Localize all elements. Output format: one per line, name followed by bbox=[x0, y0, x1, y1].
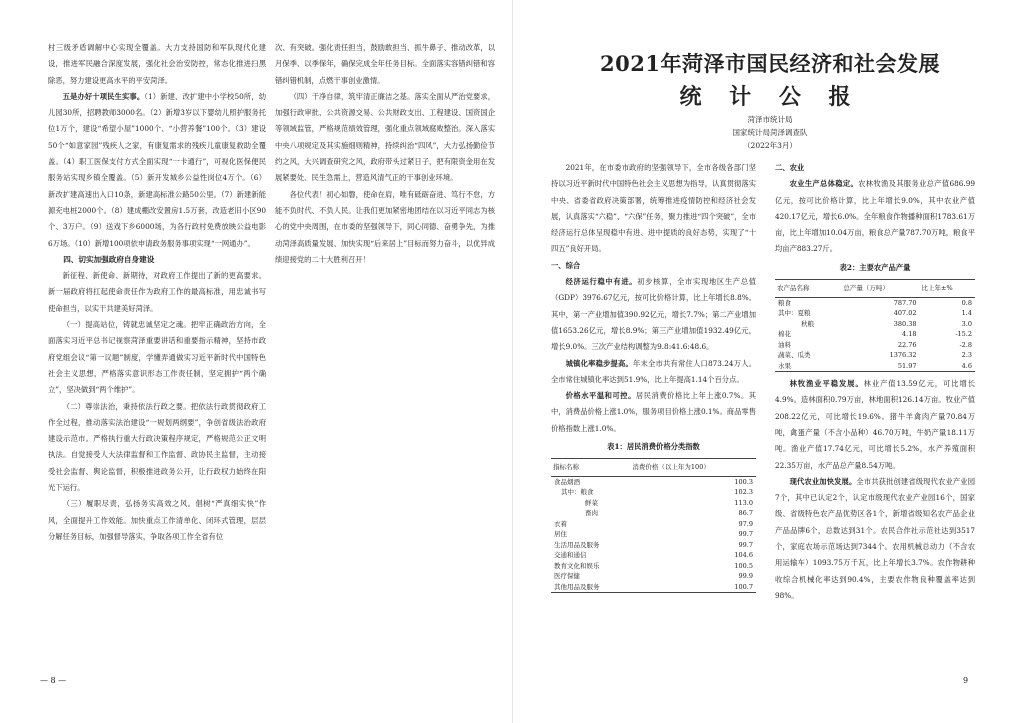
table-row bbox=[551, 508, 756, 519]
paragraph: 各位代表！初心如磐，使命在肩，唯有砥砺奋进、笃行不怠，方能不负时代、不负人民。让我们更加紧密地团结在以习近平同志为核心的党中央周围，在市委的坚强领导下，同心同德、奋勇争先，为推动菏泽高质量发展、加快实现“后来居上”目标而努力奋斗，以优异成绩迎接党的二十大胜利召开！ bbox=[275, 189, 495, 264]
table-row bbox=[775, 340, 975, 351]
table-cell: 医疗保健 bbox=[554, 572, 580, 581]
table-cell: 104.6 bbox=[734, 551, 753, 560]
paragraph: 次、有突破。强化责任担当，鼓励敢担当、抓牛鼻子、推动改革，以月保季、以季保年，确保完成全年任务目标。全面落实容错纠错和容错纠错机制，点燃干事创业激情。 bbox=[275, 43, 495, 85]
table-cell: 衣着 bbox=[554, 519, 567, 528]
table-row bbox=[551, 540, 756, 551]
table-cell: 100.3 bbox=[734, 477, 753, 486]
table-row bbox=[551, 529, 756, 540]
table-cell: 食品烟酒 bbox=[554, 477, 580, 486]
table-cell: 棉花 bbox=[778, 330, 791, 339]
table-cell: 4.18 bbox=[902, 330, 917, 339]
table-cell: 生活用品及服务 bbox=[554, 540, 600, 549]
table-cell: 380.38 bbox=[893, 319, 917, 328]
table-row bbox=[775, 297, 975, 308]
table-row bbox=[551, 582, 756, 593]
table-cell: 其他用品及服务 bbox=[551, 582, 630, 593]
paragraph: 村三级矛盾调解中心实现全覆盖。大力支持国防和军队现代化建设，推进军民融合深度发展，强化社会治安防控，常态化推进扫黑除恶，努力建设更高水平的平安菏泽。 bbox=[48, 43, 266, 85]
table-row bbox=[551, 561, 756, 572]
byline-bureau: 菏泽市统计局 bbox=[747, 115, 793, 124]
paragraph bbox=[775, 474, 975, 604]
table-header: 指标名称 bbox=[551, 459, 630, 477]
table-cell: 蔬菜、瓜类 bbox=[778, 351, 811, 360]
table-row bbox=[775, 361, 975, 372]
table-cell: 3.0 bbox=[961, 319, 972, 328]
paragraph bbox=[775, 376, 975, 474]
report-subtitle: 统 计 公 报 bbox=[679, 84, 861, 110]
table-cell: 407.02 bbox=[893, 309, 917, 318]
table-cell: 秋粮 bbox=[801, 319, 814, 328]
paragraph bbox=[551, 356, 756, 389]
paragraph-body: 年末全市共有常住人口873.24万人。全市常住城镇化率达到51.9%，比上年提高1.14个百分点。 bbox=[551, 358, 757, 384]
left-page-column-1 bbox=[48, 40, 266, 545]
table-cell: 2.3 bbox=[961, 351, 972, 360]
paragraph-heading: 经济运行稳中有进。 bbox=[565, 277, 638, 287]
table-cell: 22.76 bbox=[897, 340, 917, 349]
paragraph: （二）尊崇法治，秉持依法行政之要。把依法行政贯彻政府工作全过程，推动落实法治建设“一规划两纲要”，争创省级法治政府建设示范市。严格执行重大行政决策程序规定，严格规范公正文明执法。自觉接受人大法律监督和工作监督、政协民主监督，主动接受社会监督、舆论监督，积极推进政务公开，让行政权力始终在阳光下运行。 bbox=[48, 401, 266, 493]
paragraph-heading: 价格水平温和可控。 bbox=[565, 391, 636, 401]
table-row bbox=[775, 319, 975, 330]
table-cell: 86.7 bbox=[738, 509, 753, 518]
table-header: 比上年±% bbox=[920, 280, 976, 298]
report-title: 2021年菏泽市国民经济和社会发展 bbox=[600, 51, 940, 76]
table-row bbox=[551, 519, 756, 530]
paragraph bbox=[775, 176, 975, 257]
table-cell: -2.8 bbox=[959, 340, 972, 349]
paragraph: （三）履职尽责，弘扬务实高效之风。倡树“严真细实快”作风，全面提升工作效能。加快重点工作清单化、闭环式管理，层层分解任务目标，加强督导落实，争取各项工作全省有位 bbox=[48, 499, 266, 541]
right-page-column-1 bbox=[551, 160, 756, 597]
agri-output-table bbox=[775, 279, 975, 372]
paragraph bbox=[551, 388, 756, 437]
table-header: 总产量（万吨） bbox=[841, 280, 919, 298]
paragraph-body: 居民消费价格比上年上涨0.7%。其中，消费品价格上涨1.0%，服务项目价格上涨0.1%。商品零售价格指数上涨1.0%。 bbox=[551, 391, 756, 433]
paragraph: 2021年，在市委市政府的坚强领导下，全市各级各部门坚持以习近平新时代中国特色社会主义思想为指导，认真贯彻落实中央、省委省政府决策部署，统筹推进疫情防控和经济社会发展，认真落实“六稳”、“六保”任务，聚力推进“四个突破”，全市经济运行总体呈现稳中有进、进中提质的良好态势，实现了“十四五”良好开局。 bbox=[551, 163, 756, 254]
table-row bbox=[551, 571, 756, 582]
paragraph-heading: 农业生产总体稳定。 bbox=[789, 179, 859, 189]
table-cell: 水果 bbox=[775, 361, 841, 372]
table-cell: 51.97 bbox=[841, 361, 919, 372]
table-cell: 油料 bbox=[778, 340, 791, 349]
right-page-column-2 bbox=[775, 160, 975, 604]
byline-survey-team: 国家统计局菏泽调查队 bbox=[732, 128, 808, 137]
table-cell: 97.9 bbox=[738, 519, 753, 528]
table-row bbox=[775, 308, 975, 319]
paragraph bbox=[551, 274, 756, 355]
page-gutter bbox=[512, 0, 513, 723]
right-page-number: 9 bbox=[963, 676, 969, 685]
table-cell: 1.4 bbox=[961, 309, 972, 318]
table-cell: 99.9 bbox=[738, 572, 753, 581]
table-row bbox=[775, 329, 975, 340]
table-cell: 交通和通信 bbox=[554, 551, 587, 560]
left-page-number: — 8 — bbox=[40, 676, 67, 685]
section-heading: 四、切实加强政府自身建设 bbox=[63, 254, 155, 264]
paragraph-body: 农林牧渔及其服务业总产值686.99亿元，按可比价格计算，比上年增长9.0%，其中农业产值420.17亿元，增长6.0%。全年粮食作物播种面积1783.61万亩，比上年增加10.04万亩，粮食总产量787.70万吨，粮食平均亩产883.27斤。 bbox=[775, 179, 976, 254]
table-cell: 99.7 bbox=[738, 540, 753, 549]
table-cell: 100.7 bbox=[630, 582, 756, 593]
paragraph-heading: 城镇化率稳步提高。 bbox=[565, 358, 634, 368]
table-cell: 畜肉 bbox=[585, 509, 598, 518]
paragraph: （一）提高站位，铸就忠诚坚定之魂。把牢正确政治方向，全面落实习近平总书记视察菏泽重要讲话和重要指示精神，坚持市政府党组会议“第一议题”制度，学懂弄通做实习近平新时代中国特色社会主义思想，严格落实意识形态工作责任制，坚定拥护“两个确立”，坚决做到“两个维护”。 bbox=[48, 320, 266, 395]
table-cell: 787.70 bbox=[893, 298, 917, 307]
paragraph-body: 林业产值13.59亿元，可比增长4.9%。造林面积0.79万亩，林地面积126.14万亩。牧业产值208.22亿元，可比增长19.6%。猪牛羊禽肉产量70.84万吨，禽蛋产量（不含小品种）46.70万吨，牛奶产量18.11万吨。渔业产值17.74亿元，可比增长5.2%，水产养殖面积22.35万亩，水产品总产量8.54万吨。 bbox=[775, 379, 975, 470]
table-row bbox=[775, 350, 975, 361]
table-cell: 其中：夏粮 bbox=[778, 309, 811, 318]
paragraph-body: 初步核算，全市实现地区生产总值（GDP）3976.67亿元，按可比价格计算，比上年增长8.8%。其中，第一产业增加值390.92亿元，增长7.7%；第二产业增加值1653.26亿元，增长8.9%；第三产业增加值1932.49亿元，增长9.0%。三次产业结构调整为9.8:41.6:48.6。 bbox=[551, 277, 757, 352]
paragraph bbox=[48, 89, 266, 252]
table-header: 农产品名称 bbox=[775, 280, 841, 298]
table-cell: 4.6 bbox=[920, 361, 976, 372]
table-cell: 粮食 bbox=[778, 298, 791, 307]
table-cell: 100.5 bbox=[734, 561, 753, 570]
paragraph-body: （1）新建、改扩建中小学校50所，幼儿园30所，招聘教师3000名。（2）新增3岁以下婴幼儿照护服务托位1万个，建设“希望小屋”1000个、“小营养餐”100个。（3）建设50个“如意家园”残疾人之家，有康复需求的残疾儿童康复救助全覆盖。（4）职工医保支付方式全面实现“一卡通行”，可视化医保便民服务站实现乡镇全覆盖。（5）新开发城乡公益性岗位4万个。（6）新改扩建高速出入口10条，新建高标准公路50公里。（7）新建新能源充电桩2000个。（8）建成棚改安置房1.5万套，改造老旧小区90个、3万户。（9）送戏下乡6000场，为各行政村免费放映公益电影6万场。（10）新增100项依申请政务服务事项实现“一网通办”。 bbox=[48, 91, 266, 248]
table-row bbox=[551, 550, 756, 561]
paragraph: （四）干净自律，筑牢清正廉洁之基。落实全面从严治党要求，加强行政审批、公共资源交易、公共财政支出、工程建设、国资国企等领域监管，严格规范绩效管理，强化重点领域腐败整治。深入落实中央八项规定及其实施细则精神，持续纠治“四风”，大力弘扬勤俭节约之风，大兴调查研究之风，政府带头过紧日子，把有限资金用在发展紧要处、民生急需上，营造风清气正的干事创业环境。 bbox=[275, 91, 495, 183]
table-header: 消费价格（以上年为100） bbox=[630, 459, 756, 477]
table-caption: 表1：居民消费价格分类指数 bbox=[607, 442, 700, 452]
table-cell: 居住 bbox=[554, 530, 567, 539]
paragraph-body: 全市共获批创建省级现代农业产业园7个，其中已认定2个，认定市级现代农业产业园16个，国家级、省级特色农产品优势区各1个，新增省级知名农产品企业产品品牌6个，总数达到31个。农民合作社示范社达到3517个，家庭农场示范场达到7344个。农用机械总动力（不含农用运输车）1093.75万千瓦，比上年增长3.7%。农作物耕种收综合机械化率达到90.4%，主要农作物良种覆盖率达到98%。 bbox=[775, 476, 976, 600]
table-cell: 1376.32 bbox=[889, 351, 917, 360]
cpi-table bbox=[551, 458, 756, 593]
byline-date: （2022年3月） bbox=[743, 141, 797, 150]
left-page-column-2 bbox=[275, 40, 495, 268]
table-row bbox=[551, 498, 756, 509]
table-cell: -15.2 bbox=[955, 330, 972, 339]
table-caption: 表2：主要农产品产量 bbox=[839, 262, 911, 272]
table-row bbox=[551, 476, 756, 487]
table-cell: 0.8 bbox=[961, 298, 972, 307]
section-heading: 二、农业 bbox=[775, 163, 805, 172]
table-cell: 113.0 bbox=[734, 498, 753, 507]
table-cell: 其中：粮食 bbox=[561, 488, 594, 497]
paragraph-heading: 五是办好十项民生实事。 bbox=[62, 91, 145, 101]
paragraph-heading: 林牧渔业平稳发展。 bbox=[789, 379, 864, 389]
table-row bbox=[551, 487, 756, 498]
table-cell: 教育文化和娱乐 bbox=[554, 561, 600, 570]
table-cell: 102.3 bbox=[734, 488, 753, 497]
paragraph-heading: 现代农业加快发展。 bbox=[789, 476, 857, 486]
paragraph: 新征程、新使命、新期待，对政府工作提出了新的更高要求。新一届政府将扛起使命责任作为政府工作的最高标准，用忠诚书写使命担当，以实干共建美好菏泽。 bbox=[48, 271, 266, 313]
section-heading: 一、综合 bbox=[551, 260, 581, 270]
table-cell: 鲜菜 bbox=[585, 498, 598, 507]
table-cell: 99.7 bbox=[738, 530, 753, 539]
